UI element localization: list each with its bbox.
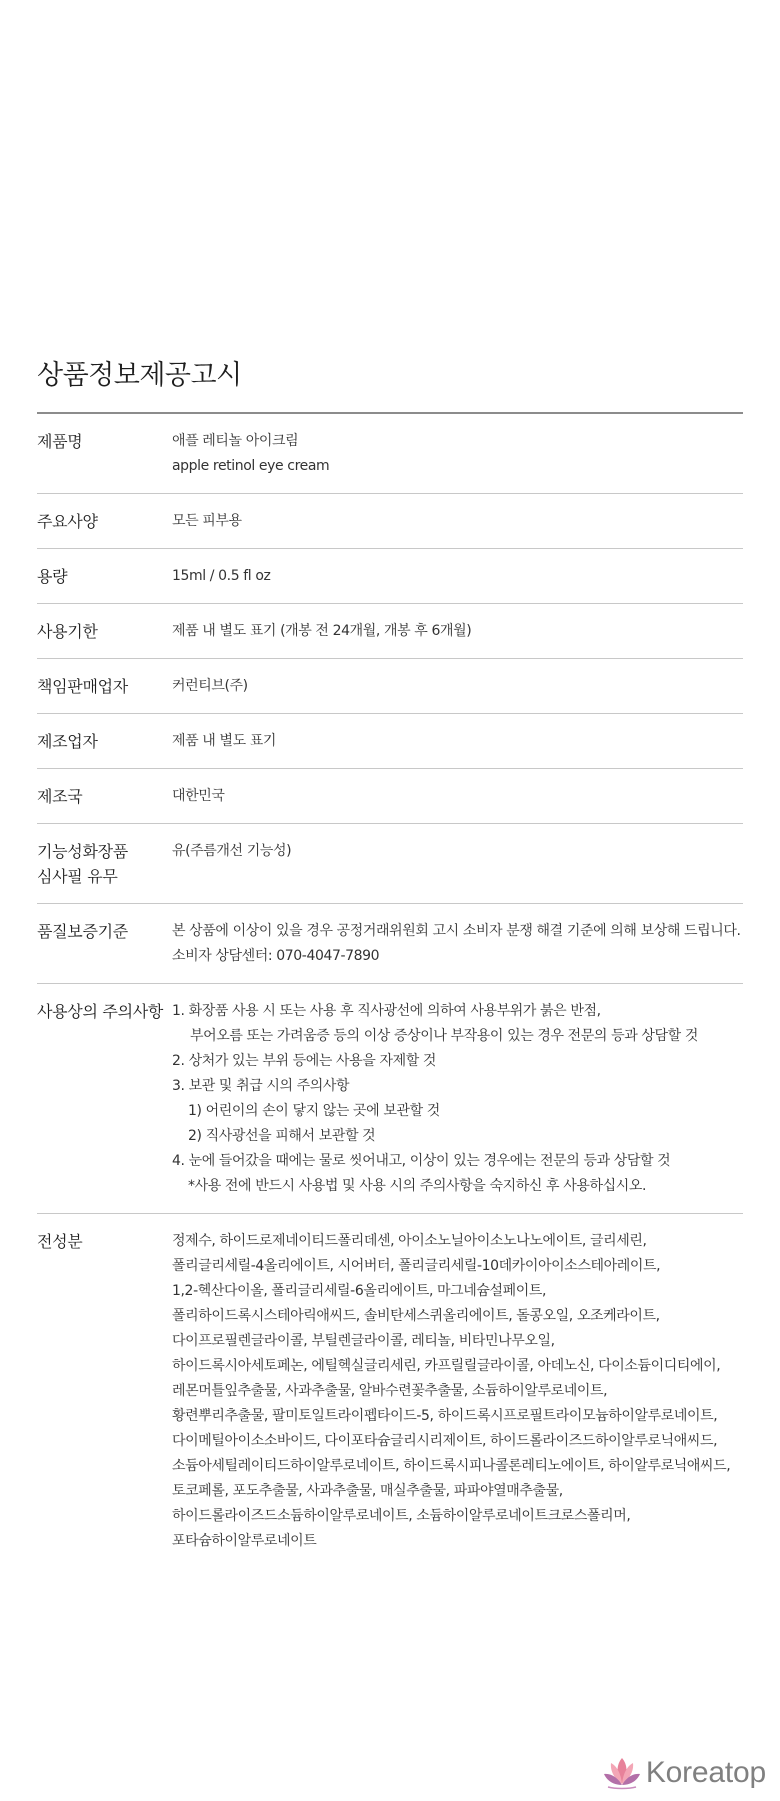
ingredient-line: 레몬머틀잎추출물, 사과추출물, 알바수련꽃추출물, 소듐하이알루로네이트, [172, 1383, 608, 1400]
precaution-line: 2) 직사광선을 피해서 보관할 것 [188, 1128, 376, 1145]
row-value [172, 824, 743, 904]
row-value [172, 904, 743, 984]
info-row-precautions [37, 984, 743, 1214]
row-label [37, 494, 172, 549]
info-row-volume [37, 549, 743, 604]
row-value [172, 714, 743, 769]
row-value [172, 549, 743, 604]
row-value [172, 769, 743, 824]
info-row-expiry [37, 604, 743, 659]
ingredient-line: 정제수, 하이드로제네이티드폴리데센, 아이소노닐아이소노나노에이트, 글리세린, [172, 1233, 647, 1250]
row-value [172, 414, 743, 494]
notice-title: 상품정보제공고시 [37, 360, 242, 391]
label-line: 기능성화장품 [37, 842, 128, 862]
label-line: 제품명 [37, 432, 83, 452]
customer-center-phone: 소비자 상담센터: 070-4047-7890 [172, 948, 380, 965]
row-value [172, 659, 743, 714]
label-line: 사용기한 [37, 622, 98, 642]
info-row-manufacturer [37, 714, 743, 769]
precaution-note: *사용 전에 반드시 사용법 및 사용 시의 주의사항을 숙지하신 후 사용하십시오. [188, 1178, 646, 1195]
value-line: 모든 피부용 [172, 513, 242, 530]
info-row-country [37, 769, 743, 824]
label-line: 전성분 [37, 1232, 83, 1252]
value-line: 제품 내 별도 표기 [172, 733, 277, 750]
row-value [172, 604, 743, 659]
label-line: 책임판매업자 [37, 677, 128, 697]
row-label [37, 1214, 172, 1569]
value-line: 본 상품에 이상이 있을 경우 공정거래위원회 고시 소비자 분쟁 해결 기준에 의해 보상해 드립니다. [172, 923, 741, 940]
value-line: 제품 내 별도 표기 (개봉 전 24개월, 개봉 후 6개월) [172, 623, 472, 640]
row-label [37, 414, 172, 494]
value-line: 커런티브(주) [172, 678, 248, 695]
value-line: 유(주름개선 기능성) [172, 843, 292, 860]
info-row-ingredients [37, 1214, 743, 1569]
precaution-line: 1. 화장품 사용 시 또는 사용 후 직사광선에 의하여 사용부위가 붉은 반점, [172, 1003, 601, 1020]
row-value [172, 1214, 743, 1569]
ingredient-line: 1,2-헥산다이올, 폴리글리세릴-6올리에이트, 마그네슘설페이트, [172, 1283, 547, 1300]
value-line: 15ml / 0.5 fl oz [172, 568, 271, 585]
value-line: 애플 레티놀 아이크림 [172, 433, 299, 450]
precaution-line: 3. 보관 및 취급 시의 주의사항 [172, 1078, 350, 1095]
ingredient-line: 포타슘하이알루로네이트 [172, 1533, 317, 1550]
info-row-distributor [37, 659, 743, 714]
ingredient-line: 폴리하이드록시스테아릭애씨드, 솔비탄세스퀴올리에이트, 돌콩오일, 오조케라이트, [172, 1308, 660, 1325]
precaution-line: 1) 어린이의 손이 닿지 않는 곳에 보관할 것 [188, 1103, 440, 1120]
row-label [37, 714, 172, 769]
ingredient-line: 황련뿌리추출물, 팔미토일트라이펩타이드-5, 하이드록시프로필트라이모늄하이알루로네이트, [172, 1408, 718, 1425]
ingredient-line: 폴리글리세릴-4올리에이트, 시어버터, 폴리글리세릴-10데카이아이소스테아레이트, [172, 1258, 661, 1275]
row-label [37, 904, 172, 984]
info-row-product-name [37, 414, 743, 494]
lotus-icon [602, 1756, 642, 1790]
precaution-line: 4. 눈에 들어갔을 때에는 물로 씻어내고, 이상이 있는 경우에는 전문의 등과 상담할 것 [172, 1153, 671, 1170]
ingredient-line: 토코페롤, 포도추출물, 사과추출물, 매실추출물, 파파야열매추출물, [172, 1483, 563, 1500]
row-label [37, 769, 172, 824]
value-line: apple retinol eye cream [172, 458, 330, 475]
row-value [172, 494, 743, 549]
label-line: 제조업자 [37, 732, 98, 752]
row-label [37, 824, 172, 904]
value-line: 대한민국 [172, 788, 225, 805]
label-line: 주요사양 [37, 512, 98, 532]
info-table [37, 414, 743, 1568]
row-label [37, 549, 172, 604]
info-row-functional-cosmetic [37, 824, 743, 904]
product-info-notice [37, 360, 743, 1568]
brand-name: Koreatop [645, 1756, 766, 1789]
info-row-quality-guarantee [37, 904, 743, 984]
label-line: 심사필 유무 [37, 867, 118, 887]
row-label [37, 604, 172, 659]
precaution-line: 2. 상처가 있는 부위 등에는 사용을 자제할 것 [172, 1053, 437, 1070]
label-line: 사용상의 주의사항 [37, 1002, 164, 1022]
row-label [37, 659, 172, 714]
label-line: 품질보증기준 [37, 922, 128, 942]
ingredient-line: 소듐아세틸레이티드하이알루로네이트, 하이드록시피나콜론레티노에이트, 하이알루로닉애씨드, [172, 1458, 731, 1475]
row-value [172, 984, 743, 1214]
ingredient-line: 하이드롤라이즈드소듐하이알루로네이트, 소듐하이알루로네이트크로스폴리머, [172, 1508, 631, 1525]
precaution-line: 부어오름 또는 가려움증 등의 이상 증상이나 부작용이 있는 경우 전문의 등과 상담할 것 [190, 1028, 698, 1045]
ingredient-line: 하이드록시아세토페논, 에틸헥실글리세린, 카프릴릴글라이콜, 아데노신, 다이소듐이디티에이, [172, 1358, 721, 1375]
label-line: 용량 [37, 567, 68, 587]
brand-logo [602, 1756, 766, 1790]
row-label [37, 984, 172, 1214]
label-line: 제조국 [37, 787, 83, 807]
info-row-main-spec [37, 494, 743, 549]
ingredient-line: 다이프로필렌글라이콜, 부틸렌글라이콜, 레티놀, 비타민나무오일, [172, 1333, 555, 1350]
ingredient-line: 다이메틸아이소소바이드, 다이포타슘글리시리제이트, 하이드롤라이즈드하이알루로닉애씨드, [172, 1433, 718, 1450]
